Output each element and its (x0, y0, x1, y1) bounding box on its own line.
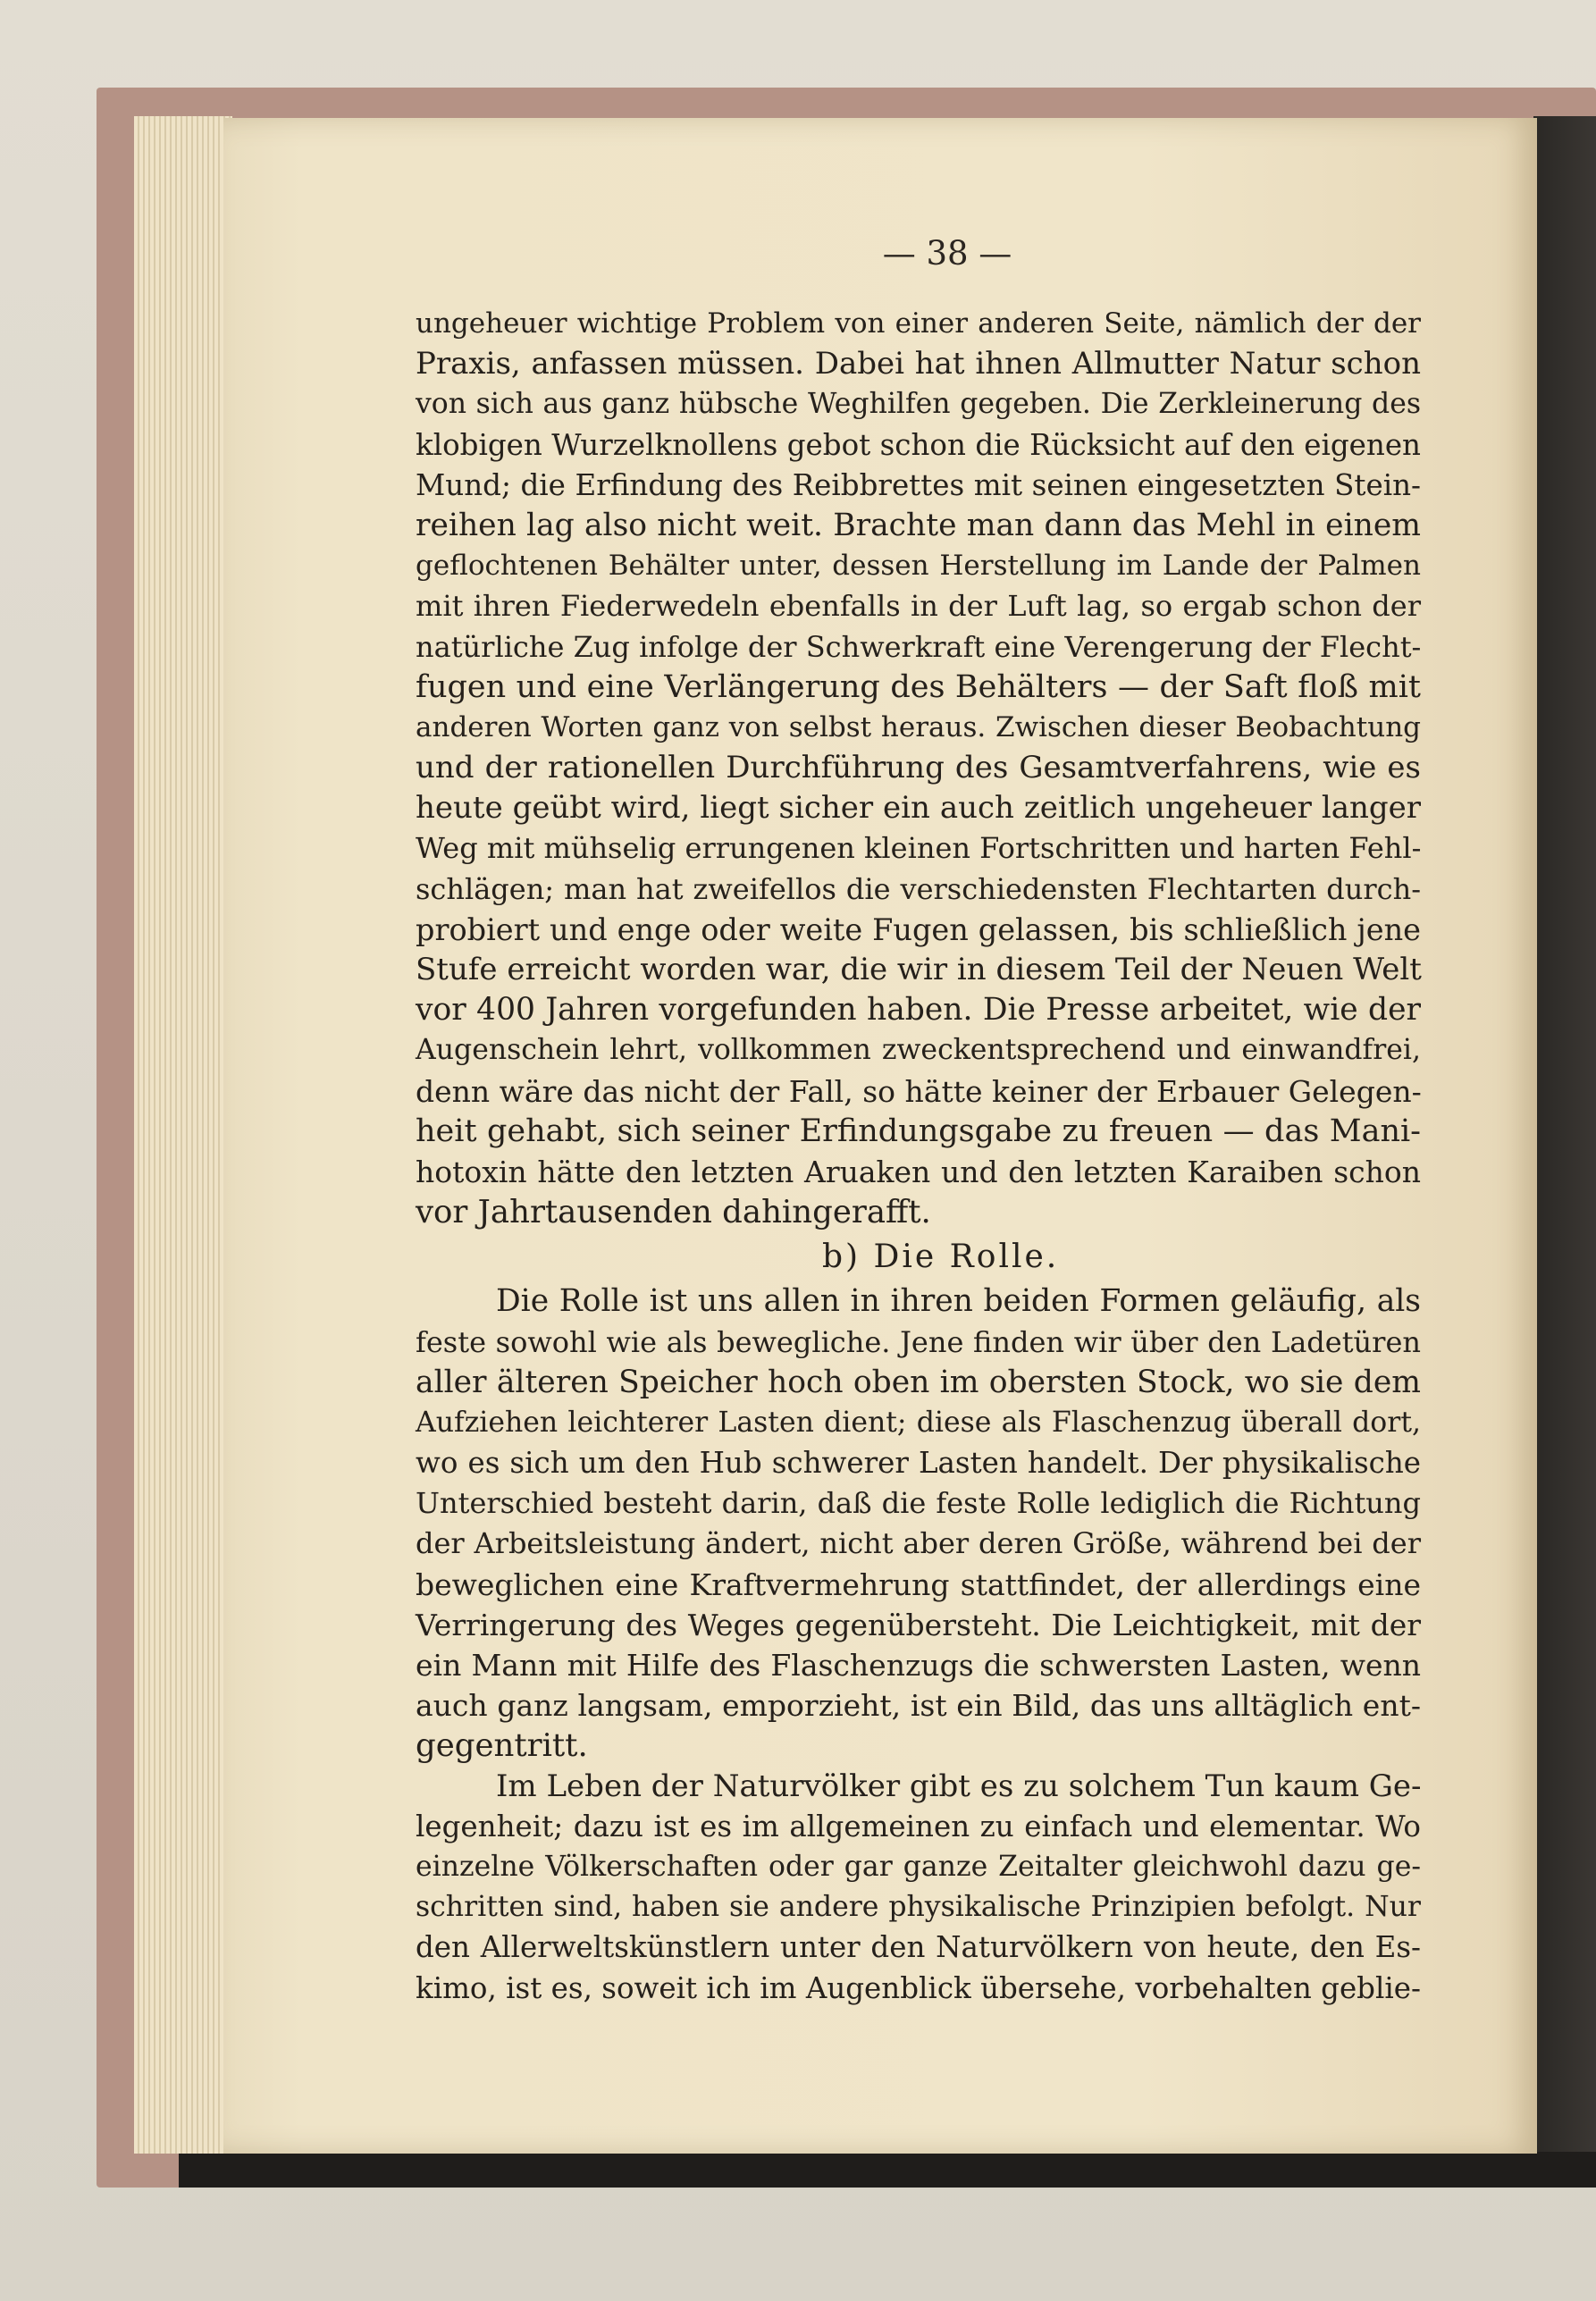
text-block (416, 304, 1421, 2009)
text-line: denn wäre das nicht der Fall, so hätte keiner der Erbauer Gelegen- (416, 1073, 1422, 1109)
text-line: geflochtenen Behälter unter, dessen Herstellung im Lande der Palmen (416, 550, 1421, 583)
text-line: den Allerweltskünstlern unter den Naturvölkern von heute, den Es- (416, 1930, 1421, 1965)
text-line: gegentritt. (416, 1727, 588, 1765)
text-line: der Arbeitsleistung ändert, nicht aber deren Größe, während bei der (416, 1526, 1421, 1561)
text-line: feste sowohl wie als bewegliche. Jene finden wir über den Ladetüren (416, 1324, 1421, 1359)
text-line: Augenschein lehrt, vollkommen zweckentsprechend und einwandfrei, (416, 1034, 1421, 1067)
text-line: reihen lag also nicht weit. Brachte man dann das Mehl in einem (416, 507, 1421, 543)
text-line: hotoxin hätte den letzten Aruaken und den letzten Karaiben schon (416, 1154, 1421, 1189)
text-line: anderen Worten ganz von selbst heraus. Zwischen dieser Beobachtung (416, 710, 1421, 743)
text-line: probiert und enge oder weite Fugen gelassen, bis schließlich jene (416, 911, 1421, 947)
text-line: Im Leben der Naturvölker gibt es zu solchem Tun kaum Ge- (496, 1768, 1422, 1804)
text-line: Mund; die Erfindung des Reibbrettes mit seinen eingesetzten Stein- (416, 467, 1421, 502)
text-line: und der rationellen Durchführung des Gesamtverfahrens, wie es (416, 750, 1421, 786)
text-line: Praxis, anfassen müssen. Dabei hat ihnen Allmutter Natur schon (416, 346, 1421, 382)
text-line: vor 400 Jahren vorgefunden haben. Die Presse arbeitet, wie der (416, 992, 1421, 1029)
text-line: mit ihren Fiederwedeln ebenfalls in der Luft lag, so ergab schon der (416, 589, 1421, 624)
section-heading: b) Die Rolle. (822, 1239, 1060, 1276)
book-binding-edge (1533, 116, 1596, 2162)
paragraph-2 (416, 1281, 1421, 1766)
text-line: klobigen Wurzelknollens gebot schon die Rücksicht auf den eigenen (416, 427, 1421, 462)
text-line: wo es sich um den Hub schwerer Lasten handelt. Der physikalische (416, 1446, 1421, 1481)
text-line: von sich aus ganz hübsche Weghilfen gegeben. Die Zerkleinerung des (416, 388, 1421, 421)
text-line: natürliche Zug infolge der Schwerkraft eine Verengerung der Flecht- (416, 629, 1422, 664)
text-line: beweglichen eine Kraftvermehrung stattfindet, der allerdings eine (416, 1566, 1421, 1602)
text-line: Die Rolle ist uns allen in ihren beiden Formen geläufig, als (496, 1283, 1421, 1320)
text-line: vor Jahrtausenden dahingerafft. (416, 1194, 931, 1231)
text-line: ein Mann mit Hilfe des Flaschenzugs die schwersten Lasten, wenn (416, 1648, 1421, 1683)
text-line: Unterschied besteht darin, daß die feste Rolle lediglich die Richtung (416, 1486, 1421, 1521)
text-line: Weg mit mühselig errungenen kleinen Fortschritten und harten Fehl- (416, 831, 1422, 866)
page-number: — 38 — (882, 234, 1012, 273)
text-line: Stufe erreicht worden war, die wir in diesem Teil der Neuen Welt (416, 952, 1422, 987)
text-line: aller älteren Speicher hoch oben im obersten Stock, wo sie dem (416, 1364, 1421, 1400)
page-edges (134, 116, 232, 2154)
text-line: kimo, ist es, soweit ich im Augenblick übersehe, vorbehalten geblie- (416, 1970, 1421, 2005)
text-line: auch ganz langsam, emporzieht, ist ein Bild, das uns alltäglich ent- (416, 1688, 1421, 1724)
text-line: Verringerung des Weges gegenübersteht. Die Leichtigkeit, mit der (416, 1607, 1421, 1642)
text-line: schlägen; man hat zweifellos die verschiedensten Flechtarten durch- (416, 871, 1421, 906)
text-line: heit gehabt, sich seiner Erfindungsgabe zu freuen — das Mani- (416, 1113, 1421, 1149)
paragraph-1 (416, 304, 1421, 1232)
book-bottom-shadow (179, 2152, 1596, 2188)
text-line: einzelne Völkerschaften oder gar ganze Zeitalter gleichwohl dazu ge- (416, 1850, 1421, 1883)
paragraph-3 (416, 1767, 1421, 2009)
text-line: heute geübt wird, liegt sicher ein auch zeitlich ungeheuer langer (416, 790, 1421, 827)
text-line: legenheit; dazu ist es im allgemeinen zu einfach und elementar. Wo (416, 1809, 1421, 1843)
text-line: Aufziehen leichterer Lasten dient; diese als Flaschenzug überall dort, (416, 1406, 1421, 1439)
text-line: schritten sind, haben sie andere physikalische Prinzipien befolgt. Nur (416, 1891, 1421, 1924)
text-line: fugen und eine Verlängerung des Behälters — der Saft floß mit (416, 668, 1421, 705)
text-line: ungeheuer wichtige Problem von einer anderen Seite, nämlich der der (416, 307, 1421, 340)
